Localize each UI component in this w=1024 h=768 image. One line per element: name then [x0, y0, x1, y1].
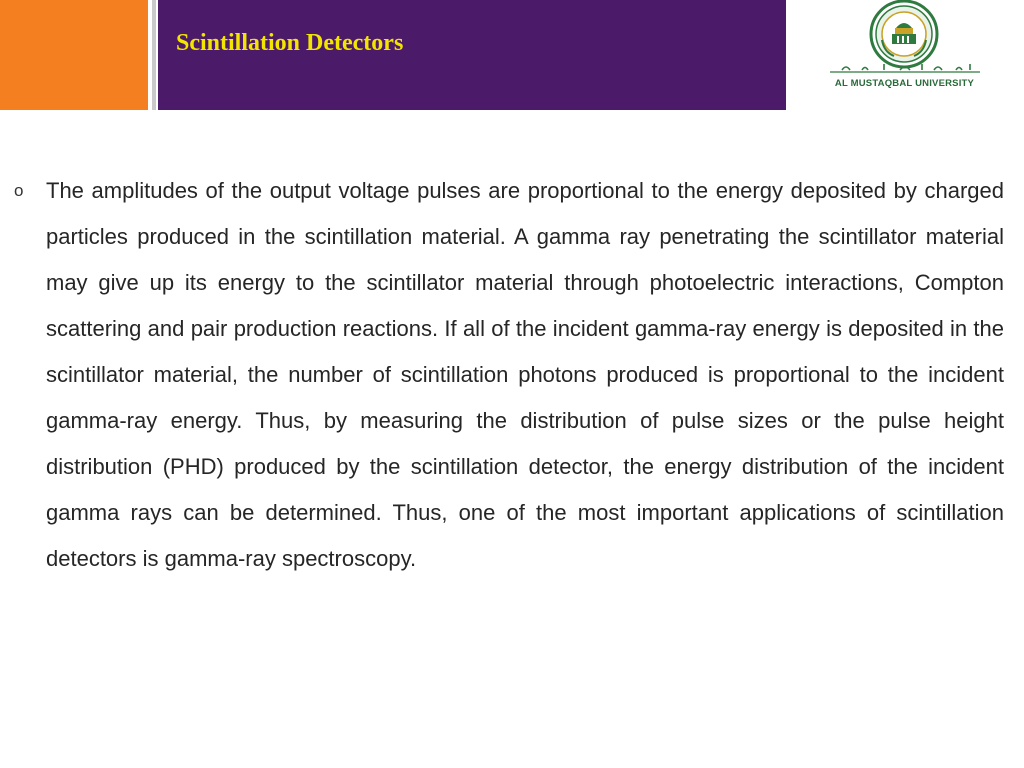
header-separator-gray	[152, 0, 156, 110]
bullet-marker: o	[14, 181, 24, 200]
body-paragraph: The amplitudes of the output voltage pulses are proportional to the energy deposited by charged particles produced in the scintillation material. A gamma ray penetrating the scintillator material may give up its energy to the scintillator material through photoelectric interactions, Compton scattering and pair production reactions. If all of the incident gamma-ray energy is deposited in the scintillator material, the number of scintillation photons produced is proportional to the incident gamma-ray energy. Thus, by measuring the distribution of pulse sizes or the pulse height distribution (PHD) produced by the scintillation detector, the energy distribution of the incident gamma rays can be determined. Thus, one of the most important applications of scintillation detectors is gamma-ray spectroscopy.	[46, 178, 1004, 571]
slide-title: Scintillation Detectors	[176, 30, 404, 56]
content-area	[14, 168, 1004, 582]
logo-caption: AL MUSTAQBAL UNIVERSITY	[834, 78, 975, 89]
bullet-item	[14, 168, 1004, 582]
header-orange-block	[0, 0, 148, 110]
